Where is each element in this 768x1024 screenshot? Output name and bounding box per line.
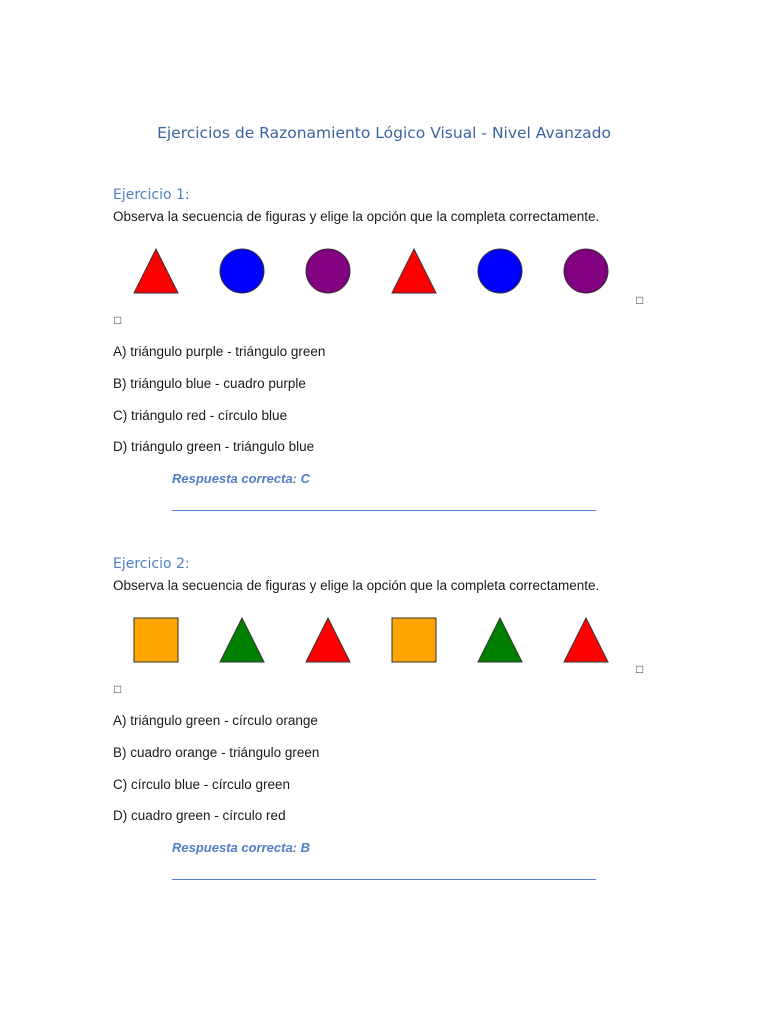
- option-d: D) triángulo green - triángulo blue: [113, 439, 315, 454]
- square-shape: [133, 617, 179, 663]
- option-d: D) cuadro green - círculo red: [113, 808, 286, 823]
- circle-shape: [563, 248, 609, 294]
- triangle-shape: [219, 617, 265, 663]
- figure-sequence: [0, 237, 768, 297]
- option-a: A) triángulo green - círculo orange: [113, 713, 318, 728]
- circle-shape: [305, 248, 351, 294]
- correct-answer: Respuesta correcta: B: [172, 840, 310, 855]
- correct-answer: Respuesta correcta: C: [172, 471, 310, 486]
- separator-line: [172, 510, 596, 511]
- triangle-shape: [477, 617, 523, 663]
- placeholder-glyph: □: [636, 293, 644, 307]
- figure-sequence: [0, 606, 768, 666]
- exercise-instruction: Observa la secuencia de figuras y elige la opción que la completa correctamente.: [113, 578, 600, 593]
- option-c: C) círculo blue - círculo green: [113, 777, 291, 792]
- square-shape: [391, 617, 437, 663]
- page-title: Ejercicios de Razonamiento Lógico Visual - Nivel Avanzado: [157, 124, 611, 142]
- placeholder-glyph: □: [114, 313, 122, 327]
- circle-shape: [477, 248, 523, 294]
- option-b: B) triángulo blue - cuadro purple: [113, 376, 306, 391]
- exercise-heading: Ejercicio 2:: [113, 556, 190, 572]
- option-c: C) triángulo red - círculo blue: [113, 408, 288, 423]
- placeholder-glyph: □: [114, 682, 122, 696]
- option-a: A) triángulo purple - triángulo green: [113, 344, 326, 359]
- separator-line: [172, 879, 596, 880]
- exercise-heading: Ejercicio 1:: [113, 187, 190, 203]
- exercise-instruction: Observa la secuencia de figuras y elige la opción que la completa correctamente.: [113, 209, 600, 224]
- option-b: B) cuadro orange - triángulo green: [113, 745, 320, 760]
- triangle-shape: [305, 617, 351, 663]
- placeholder-glyph: □: [636, 662, 644, 676]
- triangle-shape: [133, 248, 179, 294]
- circle-shape: [219, 248, 265, 294]
- triangle-shape: [563, 617, 609, 663]
- triangle-shape: [391, 248, 437, 294]
